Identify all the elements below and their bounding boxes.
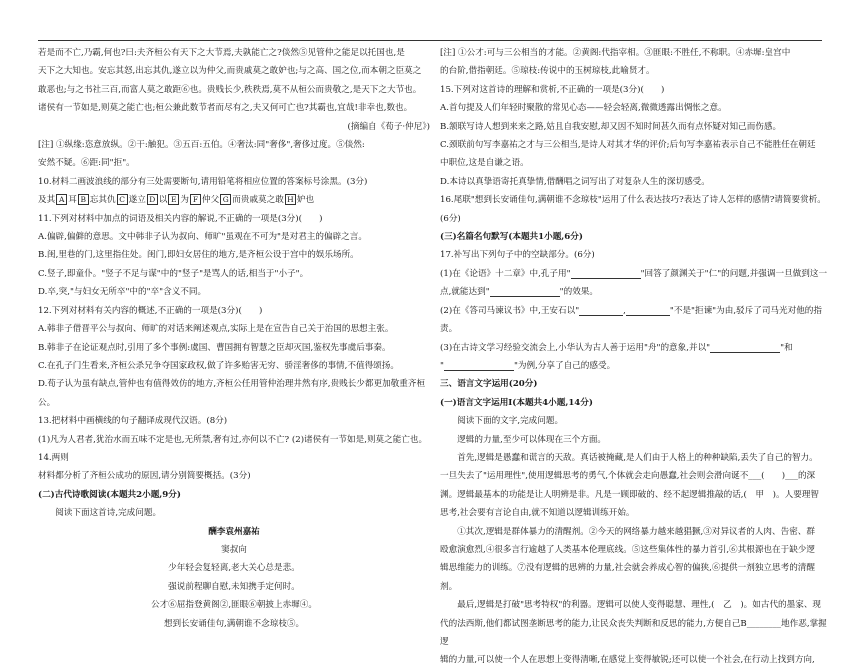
answer-box[interactable]: E: [168, 194, 179, 205]
q17-item-1-cont: [440, 283, 828, 301]
left-column: [38, 44, 430, 633]
seg: 妒: [296, 195, 306, 206]
q12-option-d: D.荀子认为虽有缺点,管仲也有值得效仿的地方,齐桓公任用管仲治理井然有序,贵贱长少都更加敬重齐桓公。: [38, 379, 426, 408]
answer-box[interactable]: A: [56, 194, 67, 205]
para-2-line: 一旦失去了"运用理性",使用逻辑思考的勇气,个体就会走向愚蠢,社会则会滑向诞不___( )___的深: [440, 471, 816, 482]
question-13: 13.把材料中画横线的句子翻译成现代汉语。(8分): [38, 416, 228, 427]
section-3-title: (三)名篇名句默写(本题共1小题,6分): [440, 232, 583, 243]
seg: 之: [266, 195, 276, 206]
seg: "为例,分享了自己的感受。: [513, 360, 616, 371]
seg: 也: [305, 195, 315, 206]
read-intro: 阅读下面的文字,完成问题。: [457, 416, 564, 427]
para-3-line: ①其次,逻辑是群体暴力的清醒剂。②今天的网络暴力越来越猖獗,③对异议者的人肉、告密、群: [457, 526, 815, 537]
para-4-line: 最后,逻辑是打破"思考特权"的利器。逻辑可以使人变得聪慧、理性,( 乙 )。如古代的墨家、现: [457, 600, 822, 611]
question-17: 17.补写出下列句子中的空缺部分。(6分): [440, 250, 595, 261]
seg: 仲父: [202, 195, 220, 206]
q17-item-2: [440, 302, 828, 339]
question-11: 11.下列对材料中加点的词语及相关内容的解说,不正确的一项是(3分)( ): [38, 213, 323, 224]
section-2-intro: 阅读下面这首诗,完成问题。: [55, 508, 162, 519]
para-2-line: 首先,逻辑是愚蠢和谎言的天敌。真话被掩藏,是人们由于人格上的种种缺陷,丢失了自己的智力。: [457, 452, 818, 463]
passage-source: (摘编自《荀子·仲尼》): [347, 121, 430, 132]
para-4-line: 代的法西斯,他们都试图垄断思考的能力,让民众丧失判断和反思的能力,方便自己B________地作恶,掌握逻: [440, 618, 827, 647]
answer-box[interactable]: C: [117, 194, 128, 205]
q15-option-d: D.本诗以真挚语寄托真挚情,借酬唱之词写出了对复杂人生的深切感受。: [440, 176, 710, 187]
notes-line: 安然不疑。⑥距:同"拒"。: [38, 158, 135, 169]
q15-option-b: B.颔联写诗人想到来来之路,姑且自我安慰,却又因不知时间甚久而有点怀疑对知己而伤感。: [440, 121, 782, 132]
question-10: 10.材料二画波浪线的部分有三处需要断句,请用铅笔将相应位置的答案标号涂黑。(3分): [38, 176, 368, 187]
q15-option-a: A.首句提及人们年轻时聚散的常见心态——轻会轻离,微微透露出惆怅之意。: [440, 103, 727, 114]
q11-option-d: D.卒,突,"与妇女无所卒"中的"卒"含义不同。: [38, 287, 207, 298]
q10-sentence: [38, 191, 430, 209]
question-16: 16.尾联"想到长安诵佳句,满朝谁不念琼枝"运用了什么表达技巧?表达了诗人怎样的感情?请简要赏析。: [440, 195, 826, 206]
poem-title: 酬李袁州嘉祐: [208, 526, 260, 537]
para-3-line: 辑思维能力的训练。⑦没有逻辑的思辨的力量,社会就会养成心智的偏狭,⑥提供一剂独立思考的清醒剂。: [440, 563, 815, 592]
seg: 遂立: [128, 195, 146, 206]
section-3-sub-title: (一)语言文字运用Ⅰ(本题共4小题,14分): [440, 397, 593, 408]
question-14: 材料都分析了齐桓公成功的原因,请分别简要概括。(3分): [38, 471, 251, 482]
poem-notes-line: 的台阶,借指朝廷。⑤琼枝:传说中的玉树琼枝,此喻贤才。: [440, 66, 655, 77]
q12-option-b: B.韩非子在论证观点时,引用了多个事例:虞国、曹国拥有智慧之臣却灭国,鉴权先事虞后事秦。: [38, 342, 391, 353]
passage-line: 诸侯有一节如是,则莫之能亡也;桓公兼此数节者而尽有之,夫又何可亡也?其霸也,宜哉!非幸也,数也。: [38, 103, 413, 114]
seg: 耳: [68, 195, 77, 206]
poem-line: 强说前程聊自慰,未知携手定何时。: [168, 581, 300, 592]
para-4-line: 辑的力量,可以使一个人在思想上变得清晰,在感觉上变得敏锐;还可以使一个社会,在行动上找到方向,: [440, 655, 815, 666]
seg: 而: [232, 195, 241, 206]
q15-option-c-cont: 中职位,这是自谦之语。: [440, 158, 529, 169]
answer-box[interactable]: G: [220, 194, 231, 205]
question-12: 12.下列对材料有关内容的概述,不正确的一项是(3分)( ): [38, 305, 263, 316]
seg: 莫: [258, 195, 267, 206]
seg: "不是"拒谏"为由,驳斥了司马光对他的指责。: [440, 305, 822, 335]
seg: ": [440, 360, 444, 371]
q13-items: (1)凡为人君者,犹治水而五味不定是也,无所禁,奢有过,亦何以不亡? (2)诸侯有一节如是,则莫之能亡也。14.两则: [38, 434, 428, 463]
notes-line: [注] ①纵缘:恣意放纵。②干:触犯。③五百:五伯。④奢汰:同"奢侈",奢侈过度。⑤倓然:: [38, 140, 365, 151]
poem-author: 窦叔向: [221, 544, 247, 555]
passage-line: 天下之大知也。安忘其怒,出忘其仇,遂立以为仲父,而贵戚莫之敢妒也;与之高、国之位,而本朝之臣莫之: [38, 66, 422, 77]
para-2-line: 思考,社会要有言论自由,就不知道以逻辑训练开始。: [440, 508, 635, 519]
section-3-main-title: 三、语言文字运用(20分): [440, 379, 538, 390]
question-15: 15.下列对这首诗的理解和赏析,不正确的一项是(3分)( ): [440, 84, 665, 95]
answer-box[interactable]: D: [147, 194, 158, 205]
fill-blank[interactable]: [490, 286, 560, 297]
seg: 及其: [38, 195, 56, 206]
seg: 点,就能达到": [440, 287, 490, 298]
poem-notes-line: [注] ①公才:可与三公相当的才能。②黄阁:代指宰相。③匪眼:不胜任,不称职。④赤墀:皇宫中: [440, 48, 791, 58]
q11-option-a: A.偏辟,偏僻的意思。文中韩非子认为叔向、师旷"虽观在不可为"是对君主的偏辟之言。: [38, 232, 367, 243]
seg: 忘其仇: [89, 195, 116, 206]
seg: (1)在《论语》十二章》中,孔子用": [440, 268, 571, 279]
top-rule: [38, 40, 822, 41]
poem-line: 少年轻会复轻离,老大关心总是悲。: [168, 563, 300, 574]
q11-option-c: C.竖子,即童仆。"竖子不足与谋"中的"竖子"是骂人的话,相当于"小子"。: [38, 268, 309, 279]
q12-option-a: A.韩非子借晋平公与叔向、师旷的对话来阐述观点,实际上是在宣告自己关于治国的思想主张。: [38, 324, 394, 335]
seg: "回答了颜渊关于"仁"的问题,并强调一旦做到这一: [640, 268, 828, 279]
section-2-title: (二)古代诗歌阅读(本题共2小题,9分): [38, 489, 181, 500]
seg: "的效果。: [559, 287, 598, 298]
question-16-score: (6分): [440, 213, 461, 224]
poem-line: 想到长安诵佳句,满朝谁不念琼枝⑤。: [163, 618, 305, 629]
q17-item-3-cont: [440, 357, 828, 375]
seg: (3)在古诗文学习经验交流会上,小华认为古人善于运用"舟"的意象,并以": [440, 342, 711, 353]
para-1: 逻辑的力量,至少可以体现在三个方面。: [457, 434, 607, 445]
seg: 贵戚: [240, 195, 259, 206]
q17-item-1: [440, 265, 828, 283]
seg: 以: [158, 195, 168, 206]
q11-option-b: B.闺,里巷的门,这里指住处。闺门,即妇女居住的地方,是齐桓公设于宫中的娱乐场所。: [38, 250, 359, 261]
seg: 为: [180, 195, 190, 206]
passage-line: 若是而不亡,乃霸,何也?曰:夫齐桓公有天下之大节焉,夫孰能亡之?倓然⑤见管仲之能足以托国也,是: [38, 48, 405, 58]
fill-blank[interactable]: [444, 360, 514, 371]
q15-option-c: C.颈联前句写李嘉祐之才与三公相当,是诗人对其才华的评价;后句写李嘉祐表示自己不能胜任在朝廷: [440, 140, 816, 151]
answer-box[interactable]: F: [190, 194, 201, 205]
q17-item-3: [440, 339, 828, 357]
seg: 敢: [275, 195, 284, 206]
seg: ,: [623, 305, 626, 316]
fill-blank[interactable]: [571, 268, 641, 279]
poem-line: 公才⑥屈指登黄阁②,匪眼⑥朝披上赤墀④。: [150, 600, 317, 611]
para-3-line: 殴愈演愈烈,④很多言行逾越了人类基本伦理底线。⑤这些集体性的暴力首引,⑥其根源也在于缺少逻: [440, 544, 815, 555]
right-column: [440, 44, 828, 670]
fill-blank[interactable]: [710, 342, 780, 353]
answer-box[interactable]: H: [285, 194, 296, 205]
fill-blank[interactable]: [626, 305, 670, 316]
answer-box[interactable]: B: [78, 194, 89, 205]
seg: "和: [780, 342, 793, 353]
para-2-line: 渊。逻辑最基本的功能是让人明辨是非。凡是一顾即破的、经不起逻辑推敲的话,( 甲 )。人要理智: [440, 489, 819, 500]
q12-option-c: C.在孔子门生看来,齐桓公杀兄争夺国家政权,做了许多贻害无穷、骄淫奢侈的事情,不值得颂扬。: [38, 360, 399, 371]
fill-blank[interactable]: [579, 305, 623, 316]
seg: (2)在《答司马谏议书》中,王安石以": [440, 305, 580, 316]
passage-line: 敢恶也;与之书社三百,而富人莫之敢距⑥也。贵贱长少,秩秩焉,莫不从桓公而贵敬之,是天下之大节也。: [38, 84, 422, 95]
